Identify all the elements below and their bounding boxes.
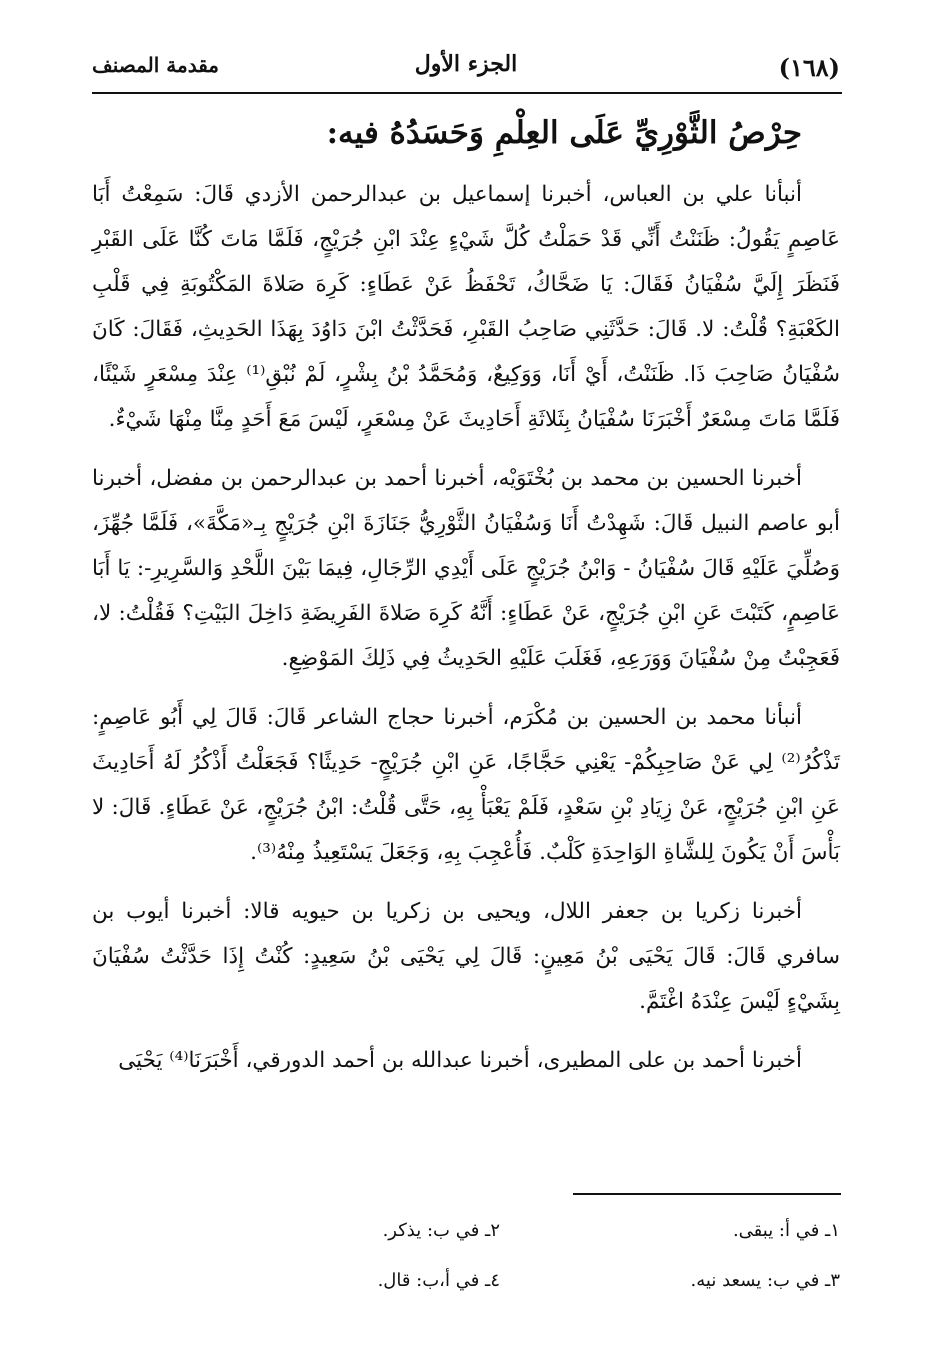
section-title: مقدمة المصنف [92,53,220,77]
paragraph-2: أخبرنا الحسين بن محمد بن بُخْتَوَيْه، أخبرنا أحمد بن عبدالرحمن بن مفضل، أخبرنا أبو عاصم النبيل قَالَ: شَهِدْتُ أَنَا وَسُفْيَانُ الثَّوْرِيُّ جَنَازَةَ ابْنِ جُرَيْجٍ بِـ«مَكَّةَ»، فَلَمَّا جُهِّزَ، وَصُلِّيَ عَلَيْهِ قَالَ سُفْيَانُ - وَابْنُ جُرَيْجٍ عَلَى أَيْدِي الرِّجَالِ، فِيمَا بَيْنَ اللَّحْدِ وَالسَّرِيرِ-: يَا أَبَا عَاصِمٍ، كَتَبْتَ عَنِ ابْنِ جُرَيْجٍ، عَنْ عَطَاءٍ: أَنَّهُ كَرِهَ صَلاةَ الفَرِيضَةِ دَاخِلَ البَيْتِ؟ فَقُلْتُ: لا، فَعَجِبْتُ مِنْ سُفْيَانَ وَوَرَعِهِ، فَغَلَبَ عَلَيْهِ الحَدِيثُ فِي ذَلِكَ المَوْضِعِ. [92,466,840,671]
footnote-row [160,1255,840,1305]
paragraph-3: أنبأنا محمد بن الحسين بن مُكْرَم، أخبرنا حجاج الشاعر قَالَ: قَالَ لِي أَبُو عَاصِمٍ: تَذْكُرُ⁽²⁾ لِي عَنْ صَاحِبِكُمْ- يَعْنِي حَجَّاجًا، عَنِ ابْنِ جُرَيْجٍ- حَدِيثًا؟ فَجَعَلْتُ أَذْكُرُ لَهُ أَحَادِيثَ عَنِ ابْنِ جُرَيْجٍ، عَنْ زِيَادِ بْنِ سَعْدٍ، فَلَمْ يَعْبَأْ بِهِ، حَتَّى قُلْتُ: ابْنُ جُرَيْجٍ، عَنْ عَطَاءٍ. قَالَ: لا بَأْسَ أَنْ يَكُونَ لِلشَّاةِ الوَاحِدَةِ كَلْبٌ. فَأُعْجِبَ بِهِ، وَجَعَلَ يَسْتَعِيذُ مِنْهُ⁽³⁾. [92,705,840,865]
paragraph-1: أنبأنا علي بن العباس، أخبرنا إسماعيل بن عبدالرحمن الأزدي قَالَ: سَمِعْتُ أَبَا عَاصِمٍ يَقُولُ: ظَنَنْتُ أَنِّي قَدْ حَمَلْتُ كُلَّ شَيْءٍ عِنْدَ ابْنِ جُرَيْجٍ، فَلَمَّا مَاتَ كُنَّا عَلَى القَبْرِ فَنَظَرَ إِلَيَّ سُفْيَانُ فَقَالَ: يَا ضَحَّاكُ، تَحْفَظُ عَنْ عَطَاءٍ: كَرِهَ صَلاةَ المَكْتُوبَةِ فِي قَلْبِ الكَعْبَةِ؟ قُلْتُ: لا. قَالَ: حَدَّثَنِي صَاحِبُ القَبْرِ، فَحَدَّثْتُ ابْنَ دَاوُدَ بِهَذَا الحَدِيثِ، فَقَالَ: كَانَ سُفْيَانُ صَاحِبَ ذَا. ظَنَنْتُ، أَيْ أَنَا، وَوَكِيعٌ، وَمُحَمَّدُ بْنُ بِشْرٍ، لَمْ نُبْقِ⁽¹⁾ عِنْدَ مِسْعَرٍ شَيْئًا، فَلَمَّا مَاتَ مِسْعَرٌ أَخْبَرَنَا سُفْيَانُ بِثَلاثَةِ أَحَادِيثَ عَنْ مِسْعَرٍ، لَيْسَ مَعَ أَحَدٍ مِنَّا مِنْهَا شَيْءٌ. [92,182,840,432]
footnotes [160,1205,840,1305]
footnote-2: ٢ـ في ب: يذكر. [382,1219,500,1241]
chapter-heading: حِرْصُ الثَّوْرِيِّ عَلَى العِلْمِ وَحَسَدُهُ فيه: [326,115,802,151]
main-text [92,108,840,1097]
footnote-4: ٤ـ في أ،ب: قال. [377,1269,500,1291]
page-number: (١٦٨) [778,53,840,82]
footnote-1: ١ـ في أ: يبقى. [732,1219,840,1241]
header-divider [92,92,842,94]
footnote-divider [573,1193,841,1195]
footnote-3: ٣ـ في ب: يسعد نيه. [690,1269,840,1291]
footnote-row [160,1205,840,1255]
page-header [92,45,840,85]
paragraph-4: أخبرنا زكريا بن جعفر اللال، ويحيى بن زكريا بن حيويه قالا: أخبرنا أيوب بن سافري قَالَ: قَالَ يَحْيَى بْنُ مَعِينٍ: قَالَ لِي يَحْيَى بْنُ سَعِيدٍ: كُنْتُ إِذَا حَدَّثْتُ سُفْيَانَ بِشَيْءٍ لَيْسَ عِنْدَهُ اغْتَمَّ. [92,899,840,1014]
paragraph-5: أخبرنا أحمد بن على المطيرى، أخبرنا عبدالله بن أحمد الدورقي، أَخْبَرَنَا⁽⁴⁾ يَحْيَى [118,1048,802,1073]
part-title: الجزء الأول [414,51,518,77]
